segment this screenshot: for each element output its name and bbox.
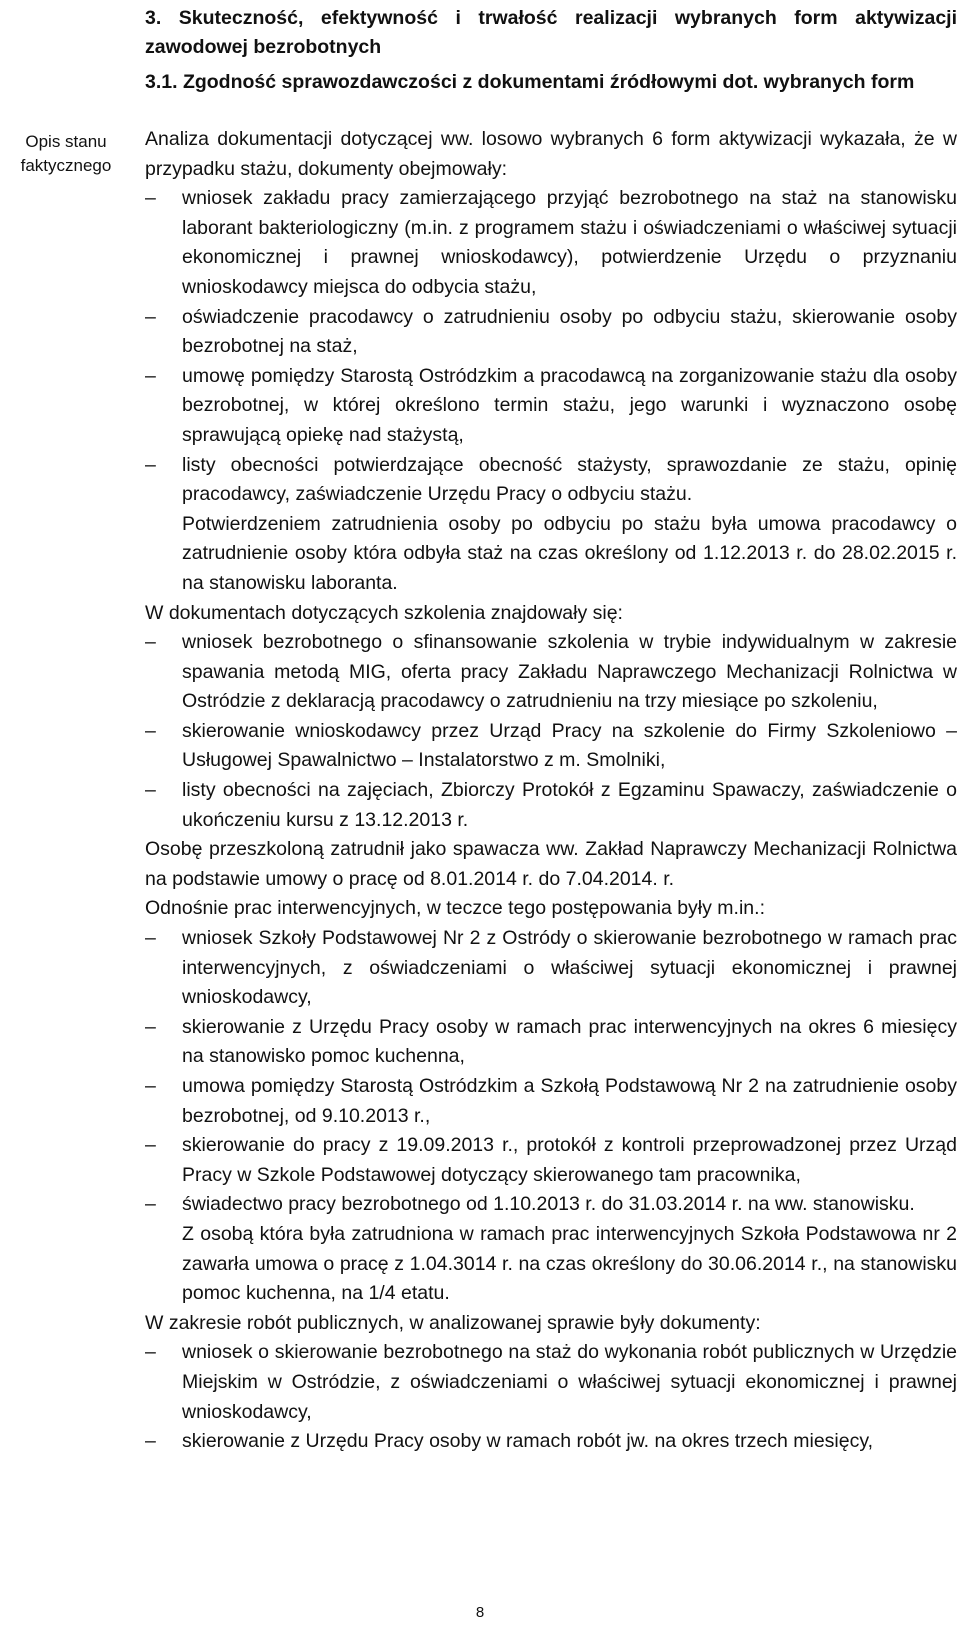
list-item: – listy obecności na zajęciach, Zbiorczy Protokół z Egzaminu Spawaczy, zaświadczenie o ukończeniu kursu z 13.12.2013 r.: [145, 776, 957, 835]
dash-bullet: –: [145, 927, 156, 950]
dash-bullet: –: [145, 1430, 156, 1453]
dash-bullet: –: [145, 305, 156, 328]
list-item: – umowa pomiędzy Starostą Ostródzkim a Szkołą Podstawową Nr 2 na zatrudnienie osoby bezrobotnej, od 9.10.2013 r.,: [145, 1072, 957, 1131]
szkolenia-outcome-paragraph: Osobę przeszkoloną zatrudnił jako spawacza ww. Zakład Naprawczy Mechanizacji Rolnictwa na podstawie umowy o pracę od 8.01.2014 r. do 7.04.2014. r.: [145, 838, 957, 890]
szkolenia-intro: W dokumentach dotyczących szkolenia znajdowały się:: [145, 601, 623, 624]
dash-bullet: –: [145, 1341, 156, 1364]
dash-bullet: –: [145, 1134, 156, 1157]
list-item: – świadectwo pracy bezrobotnego od 1.10.2013 r. do 31.03.2014 r. na ww. stanowisku.: [145, 1190, 957, 1220]
publiczne-document-list: [145, 1338, 957, 1456]
margin-label: Opis stanu faktycznego: [20, 132, 112, 175]
publiczne-intro: W zakresie robót publicznych, w analizowanej sprawie były dokumenty:: [145, 1311, 761, 1334]
list-item: – listy obecności potwierdzające obecność stażysty, sprawozdanie ze stażu, opinię pracodawcy, zaświadczenie Urzędu Pracy o odbyciu stażu.: [145, 451, 957, 510]
dash-bullet: –: [145, 779, 156, 802]
dash-bullet: –: [145, 364, 156, 387]
intro-paragraph: Analiza dokumentacji dotyczącej ww. losowo wybranych 6 form aktywizacji wykazała, że w przypadku stażu, dokumenty obejmowały:: [145, 128, 957, 180]
interwencyjne-intro: Odnośnie prac interwencyjnych, w teczce tego postępowania były m.in.:: [145, 897, 765, 920]
list-item: – oświadczenie pracodawcy o zatrudnieniu osoby po odbyciu stażu, skierowanie osoby bezrobotnej na staż,: [145, 303, 957, 362]
dash-bullet: –: [145, 719, 156, 742]
list-item: – wniosek bezrobotnego o sfinansowanie szkolenia w trybie indywidualnym w zakresie spawania metodą MIG, oferta pracy Zakładu Naprawczego Mechanizacji Rolnictwa w Ostródzie z deklaracją pracodawcy o zatrudnieniu na trzy miesiące po szkoleniu,: [145, 628, 957, 717]
document-body: [145, 125, 957, 1457]
list-item: – wniosek Szkoły Podstawowej Nr 2 z Ostródy o skierowanie bezrobotnego w ramach prac interwencyjnych, z oświadczeniami o właściwej sytuacji ekonomicznej i prawnej wnioskodawcy,: [145, 924, 957, 1013]
list-item: – wniosek zakładu pracy zamierzającego przyjąć bezrobotnego na staż na stanowisku laborant bakteriologiczny (m.in. z programem stażu i oświadczeniami o właściwej sytuacji ekonomicznej i prawnej wnioskodawcy), potwierdzenie Urzędu o przyznaniu wnioskodawcy miejsca do odbycia stażu,: [145, 184, 957, 302]
section-heading: 3. Skuteczność, efektywność i trwałość realizacji wybranych form aktywizacji zawodowej bezrobotnych: [145, 7, 957, 58]
dash-bullet: –: [145, 1193, 156, 1216]
dash-bullet: –: [145, 1075, 156, 1097]
staz-confirmation-paragraph: Potwierdzeniem zatrudnienia osoby po odbyciu po stażu była umowa pracodawcy o zatrudnienie osoby która odbyła staż na czas określony od 1.12.2013 r. do 28.02.2015 r. na stanowisku laboranta.: [182, 512, 957, 594]
dash-bullet: –: [145, 453, 156, 476]
interwencyjne-outcome-paragraph: Z osobą która była zatrudniona w ramach prac interwencyjnych Szkoła Podstawowa nr 2 zawarła umowa o pracę z 1.04.3014 r. na czas określony do 30.06.2014 r., na stanowisku pomoc kuchenna, na 1/4 etatu.: [182, 1222, 957, 1305]
szkolenia-document-list: [145, 628, 957, 835]
interwencyjne-document-list: [145, 924, 957, 1220]
list-item: – skierowanie wnioskodawcy przez Urząd Pracy na szkolenie do Firmy Szkoleniowo – Usługowej Spawalnictwo – Instalatorstwo z m. Smolniki,: [145, 717, 957, 776]
list-item: – skierowanie z Urzędu Pracy osoby w ramach prac interwencyjnych na okres 6 miesięcy na stanowisko pomoc kuchenna,: [145, 1013, 957, 1072]
dash-bullet: –: [145, 631, 156, 654]
list-item: – wniosek o skierowanie bezrobotnego na staż do wykonania robót publicznych w Urzędzie Miejskim w Ostródzie, z oświadczeniami o właściwej sytuacji ekonomicznej i prawnej wnioskodawcy,: [145, 1338, 957, 1427]
subsection-heading: 3.1. Zgodność sprawozdawczości z dokumentami źródłowymi dot. wybranych form: [145, 71, 915, 93]
dash-bullet: –: [145, 1015, 156, 1038]
dash-bullet: –: [145, 187, 156, 210]
list-item: – skierowanie z Urzędu Pracy osoby w ramach robót jw. na okres trzech miesięcy,: [145, 1427, 957, 1457]
list-item: – skierowanie do pracy z 19.09.2013 r., protokół z kontroli przeprowadzonej przez Urząd Pracy w Szkole Podstawowej dotyczący skierowanego tam pracownika,: [145, 1131, 957, 1190]
page-number: 8: [475, 1604, 485, 1621]
list-item: – umowę pomiędzy Starostą Ostródzkim a pracodawcą na zorganizowanie stażu dla osoby bezrobotnej, w której określono termin stażu, jego warunki i wyznaczono osobę sprawującą opiekę nad stażystą,: [145, 362, 957, 451]
staz-document-list: [145, 184, 957, 510]
